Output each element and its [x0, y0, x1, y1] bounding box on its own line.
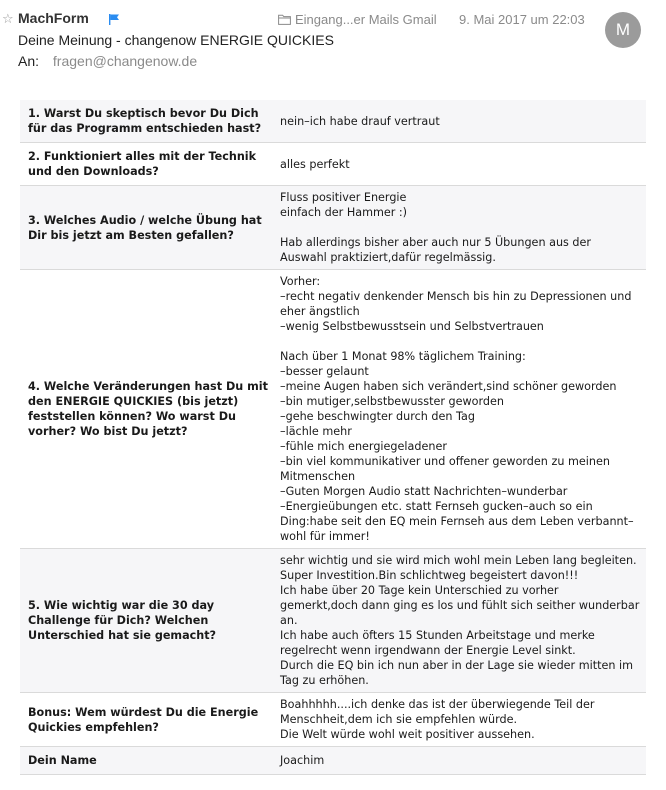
answer-line: –recht negativ denkender Mensch bis hin zu Depressionen und eher ängstlich [280, 290, 636, 318]
question-cell: 2. Funktioniert alles mit der Technik und den Downloads? [20, 143, 278, 186]
email-date: 9. Mai 2017 um 22:03 [459, 12, 585, 27]
answer-line: Super Investition.Bin schlichtweg begeistert davon!!! [280, 569, 579, 582]
email-subject: Deine Meinung - changenow ENERGIE QUICKIES [18, 32, 334, 48]
question-cell: 3. Welches Audio / welche Übung hat Dir bis jetzt am Besten gefallen? [20, 186, 278, 270]
question-cell: 4. Welche Veränderungen hast Du mit den ENERGIE QUICKIES (bis jetzt) feststellen können? Wo warst Du vorher? Wo bist Du jetzt? [20, 270, 278, 549]
form-row [20, 270, 646, 549]
answer-line: Nach über 1 Monat 98% täglichem Training: [280, 350, 526, 363]
star-icon[interactable]: ☆ [2, 11, 14, 26]
form-row [20, 143, 646, 186]
answer-line: Die Welt würde wohl weit positiver aussehen. [280, 728, 535, 741]
mailbox-label[interactable] [278, 12, 437, 27]
form-row [20, 100, 646, 143]
answer-line: Ich habe über 20 Tage kein Unterschied zu vorher gemerkt,doch dann ging es los und fühlt sich seither wunderbar an. [280, 584, 643, 627]
answer-cell [278, 100, 646, 143]
answer-line: Fluss positiver Energie [280, 191, 407, 204]
answer-line: sehr wichtig und sie wird mich wohl mein Leben lang begleiten. [280, 554, 637, 567]
form-row [20, 747, 646, 775]
form-row [20, 549, 646, 693]
answer-line: –gehe beschwingter durch den Tag [280, 410, 475, 423]
answer-cell [278, 549, 646, 693]
question-cell: 5. Wie wichtig war die 30 day Challenge für Dich? Welchen Unterschied hat sie gemacht? [20, 549, 278, 693]
form-row [20, 693, 646, 747]
answer-line: –meine Augen haben sich verändert,sind schöner geworden [280, 380, 617, 393]
question-cell: 1. Warst Du skeptisch bevor Du Dich für das Programm entschieden hast? [20, 100, 278, 143]
recipient-row [18, 53, 197, 69]
question-cell: Dein Name [20, 747, 278, 775]
answer-line: Hab allerdings bisher aber auch nur 5 Übungen aus der Auswahl praktiziert,dafür regelmässig. [280, 236, 595, 264]
to-label: An: [18, 53, 40, 69]
answer-line: –lächle mehr [280, 425, 352, 438]
mailbox-name: Eingang...er Mails Gmail [295, 12, 437, 27]
folder-icon [278, 14, 291, 25]
answer-line: –wenig Selbstbewusstsein und Selbstvertrauen [280, 320, 544, 333]
email-header [0, 0, 666, 86]
answer-line: alles perfekt [280, 157, 350, 171]
avatar: M [605, 12, 641, 48]
answer-cell [278, 693, 646, 747]
answer-cell [278, 747, 646, 775]
flag-icon[interactable] [108, 13, 120, 25]
answer-line [280, 334, 640, 349]
answer-line: nein–ich habe drauf vertraut [280, 114, 440, 128]
sender-name[interactable]: MachForm [18, 10, 89, 26]
answer-line: –bin mutiger,selbstbewusster geworden [280, 395, 504, 408]
answer-line: –besser gelaunt [280, 365, 369, 378]
answer-line: einfach der Hammer :) [280, 206, 408, 219]
answer-line: Ich habe auch öfters 15 Stunden Arbeitstage und merke regelrecht wenn irgendwann der Energie Level sinkt. [280, 629, 599, 657]
recipient-address[interactable]: fragen@changenow.de [52, 53, 198, 69]
answer-line [280, 220, 640, 235]
answer-line: –fühle mich energiegeladener [280, 440, 447, 453]
answer-line: Durch die EQ bin ich nun aber in der Lage sie wieder mitten im Tag zu erhöhen. [280, 659, 637, 687]
answer-line: –Guten Morgen Audio statt Nachrichten–wunderbar [280, 485, 568, 498]
answer-line: –Energieübungen etc. statt Fernseh gucken–auch so ein Ding:habe seit den EQ mein Fernseh aus dem Leben verbannt–wohl für immer! [280, 500, 634, 543]
question-cell: Bonus: Wem würdest Du die Energie Quickies empfehlen? [20, 693, 278, 747]
answer-cell [278, 270, 646, 549]
answer-cell [278, 186, 646, 270]
form-row [20, 186, 646, 270]
form-submission-table [20, 100, 646, 775]
answer-line: Vorher: [280, 275, 321, 288]
answer-line: Joachim [280, 754, 325, 767]
answer-cell [278, 143, 646, 186]
answer-line: Boahhhhh....ich denke das ist der überwiegende Teil der Menschheit,dem ich sie empfehlen würde. [280, 698, 599, 726]
answer-line: –bin viel kommunikativer und offener geworden zu meinen Mitmenschen [280, 455, 614, 483]
